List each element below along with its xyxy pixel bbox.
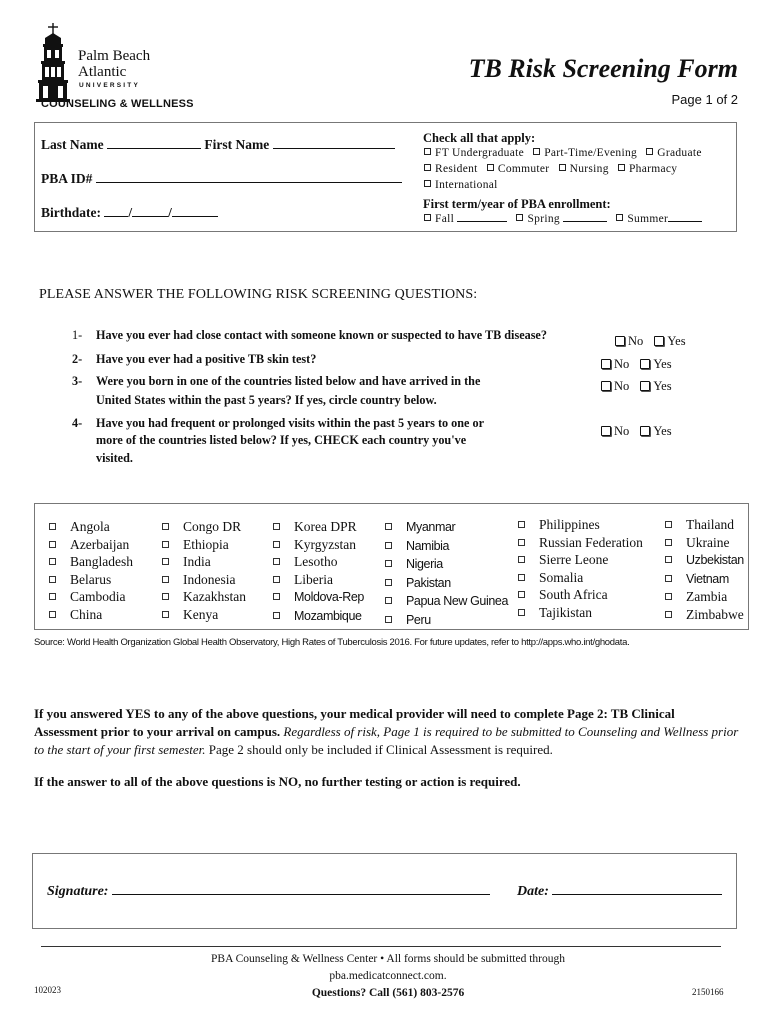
fall-year-field[interactable] — [457, 213, 507, 222]
country-item[interactable]: Sierre Leone — [518, 551, 643, 569]
countries-box — [34, 503, 749, 630]
country-item[interactable]: India — [162, 553, 246, 571]
checkbox[interactable] — [518, 609, 525, 616]
university-logo — [34, 22, 174, 104]
country-item[interactable]: Papua New Guinea — [385, 592, 508, 611]
option-spring[interactable]: Spring — [516, 213, 607, 225]
no-checkbox[interactable] — [601, 359, 611, 369]
checkbox[interactable] — [273, 541, 280, 548]
checkbox[interactable] — [273, 593, 280, 600]
spring-year-field[interactable] — [563, 213, 607, 222]
yes-checkbox[interactable] — [640, 359, 650, 369]
logo-line-3: UNIVERSITY — [79, 82, 141, 89]
checkbox[interactable] — [665, 521, 672, 528]
student-info-box: Last Name First Name PBA ID# Birthdate: / / Check all that apply: FT Undergraduate Part-Time/Evening Graduate Resident Commuter Nursing Pharmacy International First term/year of PBA enrollment: Fall Spring Summer — [34, 122, 737, 232]
country-item[interactable]: Philippines — [518, 516, 643, 534]
checkbox[interactable] — [424, 180, 431, 187]
birthdate-label: Birthdate: — [41, 205, 101, 220]
option-commuter[interactable]: Commuter — [487, 163, 550, 175]
checkbox[interactable] — [533, 148, 540, 155]
summer-year-field[interactable] — [668, 213, 702, 222]
country-item[interactable]: Zambia — [665, 588, 744, 606]
chapel-tower-icon — [34, 22, 78, 104]
country-column-2 — [162, 518, 246, 624]
option-summer[interactable]: Summer — [616, 213, 702, 225]
option-part-time[interactable]: Part-Time/Evening — [533, 147, 637, 159]
checkbox[interactable] — [162, 611, 169, 618]
last-name-field[interactable] — [107, 137, 201, 149]
checkbox[interactable] — [518, 574, 525, 581]
yes-checkbox[interactable] — [654, 336, 664, 346]
birth-year-field[interactable] — [172, 205, 218, 217]
checkbox[interactable] — [616, 214, 623, 221]
option-ft-undergraduate[interactable]: FT Undergraduate — [424, 147, 524, 159]
country-item[interactable]: Somalia — [518, 569, 643, 587]
checkbox[interactable] — [49, 541, 56, 548]
birth-month-field[interactable] — [104, 205, 128, 217]
no-checkbox[interactable] — [615, 336, 625, 346]
checkbox[interactable] — [487, 164, 494, 171]
first-name-label: First Name — [204, 137, 270, 152]
birth-day-field[interactable] — [132, 205, 168, 217]
checkbox[interactable] — [273, 558, 280, 565]
checkbox[interactable] — [162, 558, 169, 565]
checkbox[interactable] — [385, 542, 392, 549]
checkbox[interactable] — [273, 576, 280, 583]
checkbox[interactable] — [385, 597, 392, 604]
footer-line-2: pba.medicatconnect.com. — [329, 970, 447, 982]
form-id-code: 2150166 — [692, 987, 724, 997]
checkbox[interactable] — [518, 556, 525, 563]
checkbox[interactable] — [665, 556, 672, 563]
signature-label: Signature: — [47, 884, 109, 899]
checkbox[interactable] — [646, 148, 653, 155]
question-3-answer: No Yes — [601, 379, 672, 394]
question-1-answer: No Yes — [615, 334, 686, 349]
last-name-label: Last Name — [41, 137, 104, 152]
checkbox[interactable] — [424, 164, 431, 171]
country-item[interactable]: China — [49, 606, 133, 624]
department-name: COUNSELING & WELLNESS — [41, 98, 194, 110]
checkbox[interactable] — [618, 164, 625, 171]
country-item[interactable]: Mozambique — [273, 607, 364, 626]
yes-checkbox[interactable] — [640, 426, 650, 436]
checkbox[interactable] — [516, 214, 523, 221]
checkbox[interactable] — [518, 539, 525, 546]
term-row — [424, 213, 708, 225]
country-item[interactable]: Thailand — [665, 516, 744, 534]
logo-line-1: Palm Beach — [78, 48, 151, 64]
country-item[interactable]: Nigeria — [385, 555, 508, 574]
country-item[interactable]: Tajikistan — [518, 604, 643, 622]
country-column-1 — [49, 518, 133, 624]
no-checkbox[interactable] — [601, 426, 611, 436]
question-4-answer: No Yes — [601, 424, 672, 439]
option-nursing[interactable]: Nursing — [559, 163, 609, 175]
country-item[interactable]: Bangladesh — [49, 553, 133, 571]
checkbox[interactable] — [162, 523, 169, 530]
country-item[interactable]: Azerbaijan — [49, 536, 133, 554]
country-item[interactable]: Cambodia — [49, 588, 133, 606]
pba-id-field[interactable] — [96, 171, 402, 183]
country-item[interactable]: South Africa — [518, 586, 643, 604]
footer-line-1: PBA Counseling & Wellness Center • All forms should be submitted through — [211, 953, 565, 965]
pba-id-label: PBA ID# — [41, 171, 93, 186]
country-item[interactable]: Kenya — [162, 606, 246, 624]
question-2-answer: No Yes — [601, 357, 672, 372]
option-resident[interactable]: Resident — [424, 163, 478, 175]
checkbox[interactable] — [665, 539, 672, 546]
checkbox[interactable] — [424, 214, 431, 221]
country-item[interactable]: Myanmar — [385, 518, 508, 537]
checkbox[interactable] — [385, 579, 392, 586]
source-citation: Source: World Health Organization Global Health Observatory, High Rates of Tuberculosis 2016. For future updates, refer to http://apps.who.int/ghodata. — [34, 637, 630, 648]
questions-heading: PLEASE ANSWER THE FOLLOWING RISK SCREENING QUESTIONS: — [39, 287, 478, 302]
checkbox[interactable] — [273, 612, 280, 619]
first-name-field[interactable] — [273, 137, 395, 149]
date-field[interactable] — [552, 881, 722, 895]
country-column-3 — [273, 518, 364, 626]
date-label: Date: — [517, 884, 549, 899]
checkbox[interactable] — [273, 523, 280, 530]
checkbox[interactable] — [49, 523, 56, 530]
checkbox[interactable] — [162, 593, 169, 600]
country-item[interactable]: Congo DR — [162, 518, 246, 536]
option-international[interactable]: International — [424, 179, 498, 191]
checkbox[interactable] — [385, 616, 392, 623]
logo-line-2: Atlantic — [78, 64, 127, 80]
country-column-5 — [518, 516, 643, 622]
checkbox[interactable] — [424, 148, 431, 155]
checkbox[interactable] — [518, 521, 525, 528]
checkbox[interactable] — [385, 560, 392, 567]
country-item[interactable]: Kazakhstan — [162, 588, 246, 606]
country-item[interactable]: Ethiopia — [162, 536, 246, 554]
checkbox[interactable] — [49, 576, 56, 583]
enrollment-term-label: First term/year of PBA enrollment: — [423, 197, 611, 211]
yes-checkbox[interactable] — [640, 381, 650, 391]
option-graduate[interactable]: Graduate — [646, 147, 702, 159]
country-item[interactable]: Moldova-Rep — [273, 588, 364, 607]
page-number: Page 1 of 2 — [671, 92, 738, 107]
country-item[interactable]: Liberia — [273, 571, 364, 589]
country-item[interactable]: Kyrgyzstan — [273, 536, 364, 554]
signature-box — [32, 853, 737, 929]
country-item[interactable]: Zimbabwe — [665, 606, 744, 624]
country-item[interactable]: Belarus — [49, 571, 133, 589]
checkbox[interactable] — [559, 164, 566, 171]
signature-field[interactable] — [112, 881, 490, 895]
checkbox[interactable] — [665, 611, 672, 618]
footer-divider — [41, 946, 721, 947]
country-item[interactable]: Angola — [49, 518, 133, 536]
country-item[interactable]: Lesotho — [273, 553, 364, 571]
checkbox[interactable] — [385, 523, 392, 530]
checkbox[interactable] — [49, 558, 56, 565]
country-item[interactable]: Vietnam — [665, 570, 744, 589]
checkbox[interactable] — [518, 591, 525, 598]
option-pharmacy[interactable]: Pharmacy — [618, 163, 677, 175]
checkbox[interactable] — [162, 541, 169, 548]
no-checkbox[interactable] — [601, 381, 611, 391]
country-item[interactable]: Pakistan — [385, 574, 508, 593]
footer-phone: Questions? Call (561) 803-2576 — [311, 987, 465, 999]
country-item[interactable]: Uzbekistan — [665, 551, 744, 570]
country-item[interactable]: Indonesia — [162, 571, 246, 589]
yes-instructions: If you answered YES to any of the above questions, your medical provider will need to complete Page 2: TB Clinical Assessment prior to your arrival on campus. Regardless of risk, Page 1 is required to be submitted to Counseling and Wellness prior to the start of your first semester. Page 2 should only be included if Clinical Assessment is required. — [34, 706, 739, 757]
checkbox[interactable] — [49, 611, 56, 618]
country-column-4 — [385, 518, 508, 630]
checkbox[interactable] — [665, 593, 672, 600]
no-instructions: If the answer to all of the above questions is NO, no further testing or action is required. — [34, 774, 521, 789]
country-item[interactable]: Ukraine — [665, 534, 744, 552]
option-fall[interactable]: Fall — [424, 213, 507, 225]
check-all-label: Check all that apply: — [423, 131, 536, 145]
checkbox[interactable] — [49, 593, 56, 600]
checkbox[interactable] — [665, 575, 672, 582]
status-row-2 — [424, 163, 683, 175]
page-title: TB Risk Screening Form — [468, 54, 738, 83]
status-row-1 — [424, 147, 708, 159]
country-item[interactable]: Namibia — [385, 537, 508, 556]
country-item[interactable]: Peru — [385, 611, 508, 630]
country-item[interactable]: Korea DPR — [273, 518, 364, 536]
country-column-6 — [665, 516, 744, 624]
country-item[interactable]: Russian Federation — [518, 534, 643, 552]
status-row-3 — [424, 179, 504, 191]
form-date-code: 102023 — [34, 985, 61, 995]
checkbox[interactable] — [162, 576, 169, 583]
